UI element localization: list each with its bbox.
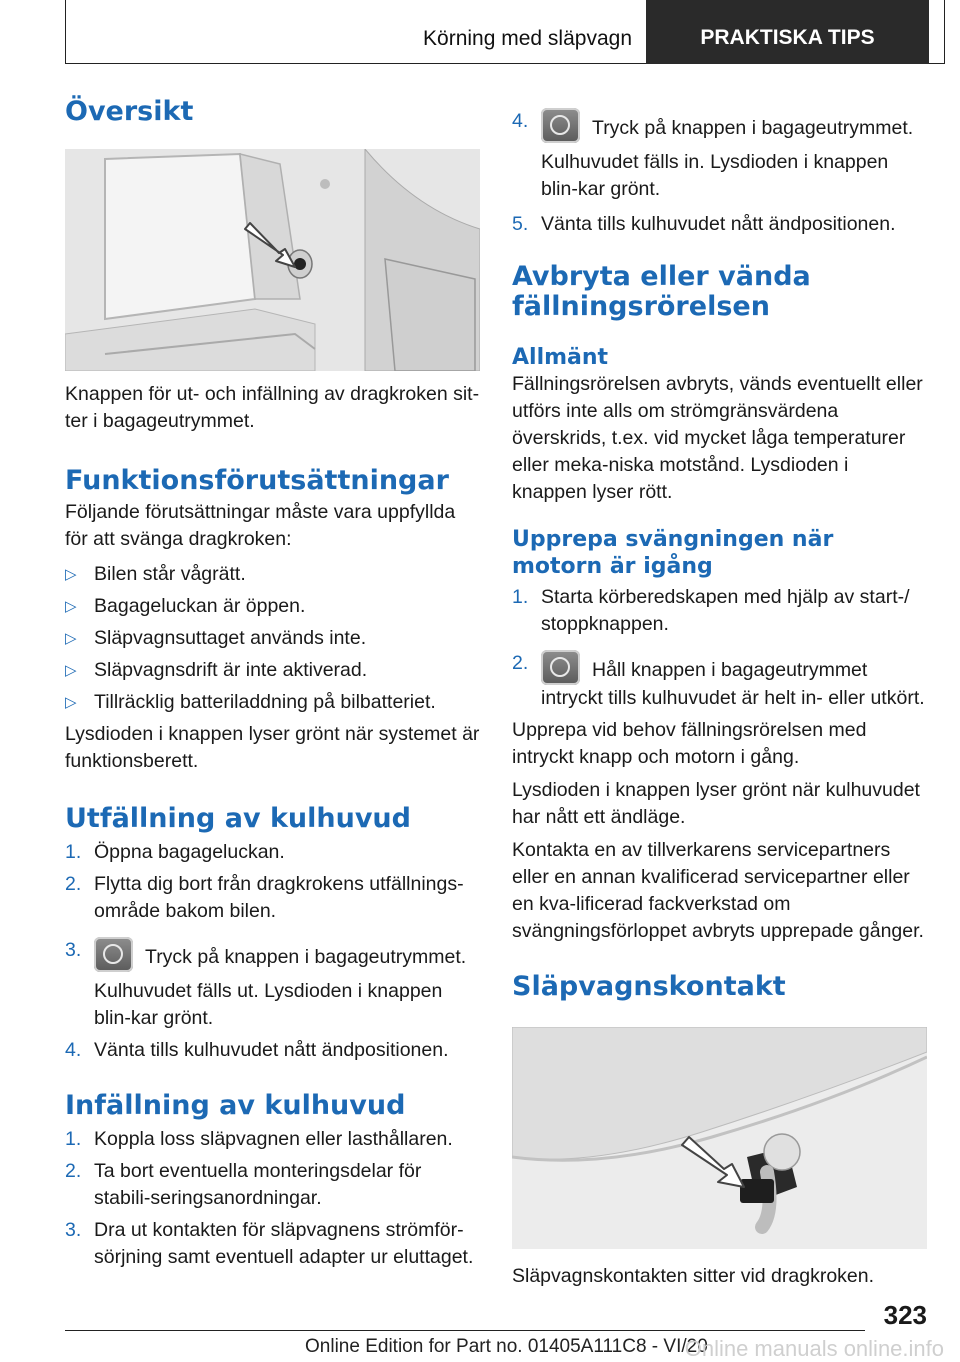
list-item: ▷ Bagageluckan är öppen.	[65, 593, 480, 620]
page-number: 323	[883, 1300, 927, 1330]
extend-steps	[65, 839, 480, 1064]
triangle-icon: ▷	[65, 662, 77, 679]
list-item: 2. Flytta dig bort från dragkrokens utfällnings-område bakom bilen.	[65, 873, 464, 922]
socket-illustration	[512, 1027, 927, 1249]
footer-divider	[65, 1330, 865, 1331]
functions-intro: Följande förutsättningar måste vara uppfyllda för att svänga dragkroken:	[65, 501, 456, 550]
list-item: 1. Starta körberedskapen med hjälp av start-/ stoppknappen.	[512, 586, 910, 635]
edition-text: Online Edition for Part no. 01405A111C8 - VI/20	[305, 1336, 708, 1357]
triangle-icon: ▷	[65, 694, 77, 711]
list-item: 2. Ta bort eventuella monteringsdelar för stabili-seringsanordningar.	[65, 1160, 422, 1209]
triangle-icon: ▷	[65, 566, 77, 583]
list-item: 4. Tryck på knappen i bagageutrymmet. Kulhuvudet fälls in. Lysdioden i knappen blin-kar grönt.	[512, 110, 914, 200]
list-item: ▷ Tillräcklig batteriladdning på bilbatteriet.	[65, 689, 480, 716]
list-item: ▷ Släpvagnsuttaget används inte.	[65, 625, 480, 652]
repeat-note-1: Upprepa vid behov fällningsrörelsen med intryckt knapp och motorn i gång.	[512, 719, 867, 768]
functions-list	[65, 561, 480, 716]
functions-heading: Funktionsförutsättningar	[65, 465, 449, 496]
general-text: Fällningsrörelsen avbryts, vänds eventuellt eller utförs inte alls om strömgränsvärdena överskrids, t.ex. vid mycket låga temperaturer eller meka-niska motstånd. Lysdioden i knappen lyser rött.	[512, 373, 923, 503]
list-item: 5. Vänta tills kulhuvudet nått ändpositionen.	[512, 213, 896, 235]
trailer-hitch-button-icon	[541, 108, 580, 143]
right-column	[512, 108, 927, 1290]
overview-heading: Översikt	[65, 96, 194, 127]
watermark-logo: Online manuals online.info	[684, 1336, 944, 1361]
extend-heading: Utfällning av kulhuvud	[65, 803, 411, 834]
retract-heading: Infällning av kulhuvud	[65, 1090, 406, 1121]
list-item: 4. Vänta tills kulhuvudet nått ändpositionen.	[65, 1039, 449, 1061]
left-column	[65, 96, 480, 1276]
overview-caption: Knappen för ut- och infällning av dragkroken sit-ter i bagageutrymmet.	[65, 383, 480, 432]
repeat-note-3: Kontakta en av tillverkarens servicepartners eller en annan kvalificerad servicepartner eller en kva-lificerad fackverkstad om svängningsförloppet avbryts upprepade gånger.	[512, 839, 924, 942]
repeat-steps	[512, 584, 927, 712]
trailer-socket-photo	[512, 1027, 927, 1249]
section-title: Körning med släpvagn	[423, 27, 632, 50]
chapter-tab: PRAKTISKA TIPS	[646, 0, 929, 64]
trailer-hitch-button-icon	[541, 650, 580, 685]
general-subheading: Allmänt	[512, 345, 609, 370]
list-item: 1. Koppla loss släpvagnen eller lasthållaren.	[65, 1128, 453, 1150]
triangle-icon: ▷	[65, 630, 77, 647]
list-item: 1. Öppna bagageluckan.	[65, 841, 285, 863]
socket-caption: Släpvagnskontakten sitter vid dragkroken.	[512, 1265, 875, 1287]
abort-heading: Avbryta eller vända fällningsrörelsen	[512, 261, 811, 322]
trunk-button-photo	[65, 149, 480, 371]
triangle-icon: ▷	[65, 598, 77, 615]
repeat-subheading: Upprepa svängningen när motorn är igång	[512, 527, 834, 579]
list-item: 3. Dra ut kontakten för släpvagnens strömför-sörjning samt eventuell adapter ur eluttaget.	[65, 1219, 474, 1268]
list-item: ▷ Släpvagnsdrift är inte aktiverad.	[65, 657, 480, 684]
retract-steps-continued	[512, 108, 927, 238]
trailer-hitch-button-icon	[94, 937, 133, 972]
repeat-note-2: Lysdioden i knappen lyser grönt när kulhuvudet har nått ett ändläge.	[512, 779, 920, 828]
functions-note: Lysdioden i knappen lyser grönt när systemet är funktionsberett.	[65, 723, 480, 772]
list-item: ▷ Bilen står vågrätt.	[65, 561, 480, 588]
trunk-illustration	[65, 149, 480, 371]
retract-steps	[65, 1126, 480, 1271]
list-item: 3. Tryck på knappen i bagageutrymmet. Kulhuvudet fälls ut. Lysdioden i knappen blin-kar grönt.	[65, 939, 467, 1029]
page-header	[65, 0, 945, 64]
socket-heading: Släpvagnskontakt	[512, 971, 786, 1002]
list-item: 2. Håll knappen i bagageutrymmet intryckt tills kulhuvudet är helt in- eller utkört.	[512, 652, 925, 709]
